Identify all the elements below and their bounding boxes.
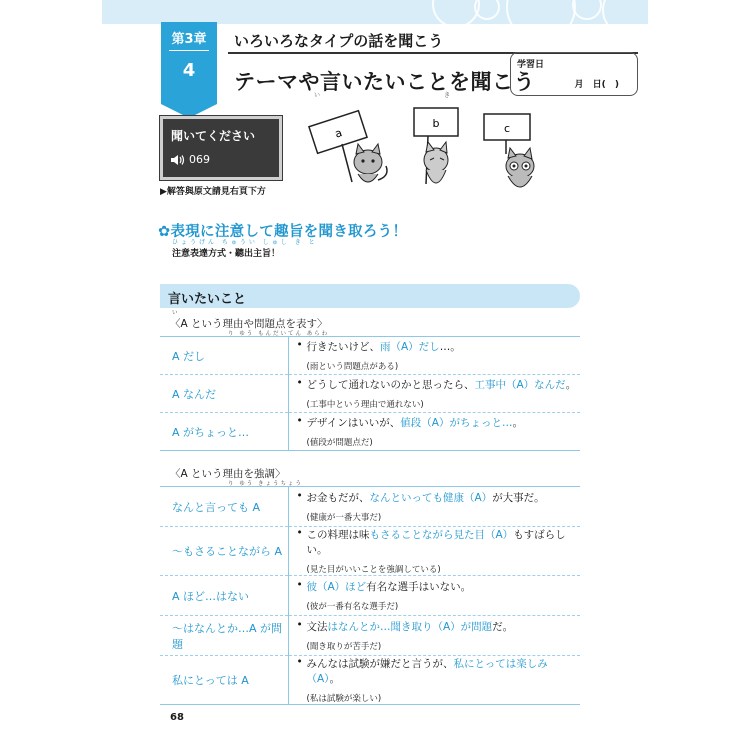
lesson-ruby: い — [314, 92, 321, 99]
audio-track-number: 069 — [189, 153, 210, 166]
example-paraphrase: (見た目がいいことを強調している) — [306, 565, 441, 575]
tip-ruby: ひょうげん ちゅうい しゅし き と — [172, 239, 318, 246]
expression-cell: 〜もさることながら A — [160, 527, 288, 576]
expression-table — [160, 336, 580, 451]
header-band — [102, 0, 648, 24]
example-cell — [288, 413, 580, 451]
example-paraphrase: (工事中という理由で通れない) — [306, 400, 424, 410]
example-sentence: • お金もだが、なんといっても健康（A）が大事だ。 — [297, 490, 581, 505]
table-row — [160, 413, 580, 451]
expression-cell: A だし — [160, 337, 288, 375]
sign-b-label: b — [432, 117, 440, 130]
group-title-ruby: り ゆう きょうちょう — [228, 481, 303, 487]
expression-cell: なんと言っても A — [160, 487, 288, 527]
section-ruby: い — [172, 310, 178, 316]
example-cell — [288, 375, 580, 413]
bubble-decoration — [432, 0, 480, 24]
study-date-box — [510, 52, 638, 96]
group-title-ruby: り ゆう もんだいてん あらわ — [228, 331, 330, 337]
sign-c-label: c — [503, 122, 511, 135]
example-sentence: • 文法はなんとか…聞き取り（A）が問題だ。 — [297, 619, 581, 634]
sign-a-label: a — [333, 126, 344, 141]
expression-cell: A なんだ — [160, 375, 288, 413]
table-row — [160, 487, 580, 527]
expression-cell: 私にとっては A — [160, 656, 288, 705]
lesson-title: テーマや言いたいことを聞こう — [234, 70, 535, 94]
example-cell — [288, 527, 580, 576]
expression-cell: A がちょっと… — [160, 413, 288, 451]
example-sentence: • デザインはいいが、値段（A）がちょっと…。 — [297, 415, 581, 430]
example-cell — [288, 656, 580, 705]
table-row — [160, 337, 580, 375]
listen-label: 聞いてください — [171, 129, 256, 143]
example-cell — [288, 576, 580, 616]
listen-box — [160, 116, 282, 180]
page-number: 68 — [170, 712, 184, 723]
bubble-decoration — [572, 0, 602, 20]
expression-table — [160, 486, 580, 705]
example-cell — [288, 616, 580, 656]
table-row — [160, 576, 580, 616]
bubble-decoration — [474, 0, 500, 20]
speaker-icon — [171, 154, 185, 166]
study-date-field: 月 日( ) — [574, 80, 619, 90]
example-cell — [288, 487, 580, 527]
example-sentence: • どうして通れないのかと思ったら、工事中（A）なんだ。 — [297, 377, 581, 392]
example-paraphrase: (値段が問題点だ) — [306, 438, 373, 448]
example-paraphrase: (雨という問題点がある) — [306, 362, 399, 372]
example-paraphrase: (私は試験が楽しい) — [306, 694, 382, 704]
example-paraphrase: (健康が一番大事だ) — [306, 513, 382, 523]
expression-cell: 〜はなんとか…A が問題 — [160, 616, 288, 656]
table-row — [160, 616, 580, 656]
example-sentence: • 彼（A）ほど有名な選手はいない。 — [297, 579, 581, 594]
lesson-ruby: き — [444, 92, 451, 99]
example-sentence: • 行きたいけど、雨（A）だし…。 — [297, 339, 581, 354]
table-row — [160, 656, 580, 705]
section-band — [160, 284, 580, 308]
example-paraphrase: (彼が一番有名な選手だ) — [306, 602, 399, 612]
section-title: いろいろなタイプの話を聞こう — [234, 32, 444, 50]
audio-track[interactable] — [171, 153, 210, 166]
table-row — [160, 375, 580, 413]
table-row — [160, 527, 580, 576]
group-title: 〈A という理由や問題点を表す〉 — [170, 318, 328, 330]
chapter-tab — [161, 22, 217, 104]
flower-icon: ✿ — [158, 224, 171, 240]
group-title: 〈A という理由を強調〉 — [170, 468, 286, 480]
example-cell — [288, 337, 580, 375]
example-sentence: • この料理は味もさることながら見た目（A）もすばらしい。 — [297, 527, 581, 557]
bubble-decoration — [506, 0, 576, 24]
chapter-label: 第3章 — [171, 32, 207, 47]
tip-subtitle: 注意表達方式・聽出主旨！ — [172, 249, 281, 259]
cat-a — [309, 111, 387, 182]
bubble-decoration — [602, 0, 648, 24]
study-date-label: 学習日 — [517, 60, 545, 70]
tip-title: 表現に注意して趣旨を聞き取ろう！ — [170, 224, 408, 240]
example-sentence: • みんなは試験が嫌だと言うが、私にとっては楽しみ（A）。 — [297, 656, 581, 686]
expression-cell: A ほど…はない — [160, 576, 288, 616]
cats-illustration — [300, 104, 580, 200]
answer-note: ▶解答與原文請見右頁下方 — [160, 187, 266, 197]
chapter-divider — [169, 50, 209, 51]
lesson-number: 4 — [182, 60, 196, 81]
example-paraphrase: (聞き取りが苦手だ) — [306, 642, 382, 652]
section-band-title: 言いたいこと — [168, 292, 247, 307]
